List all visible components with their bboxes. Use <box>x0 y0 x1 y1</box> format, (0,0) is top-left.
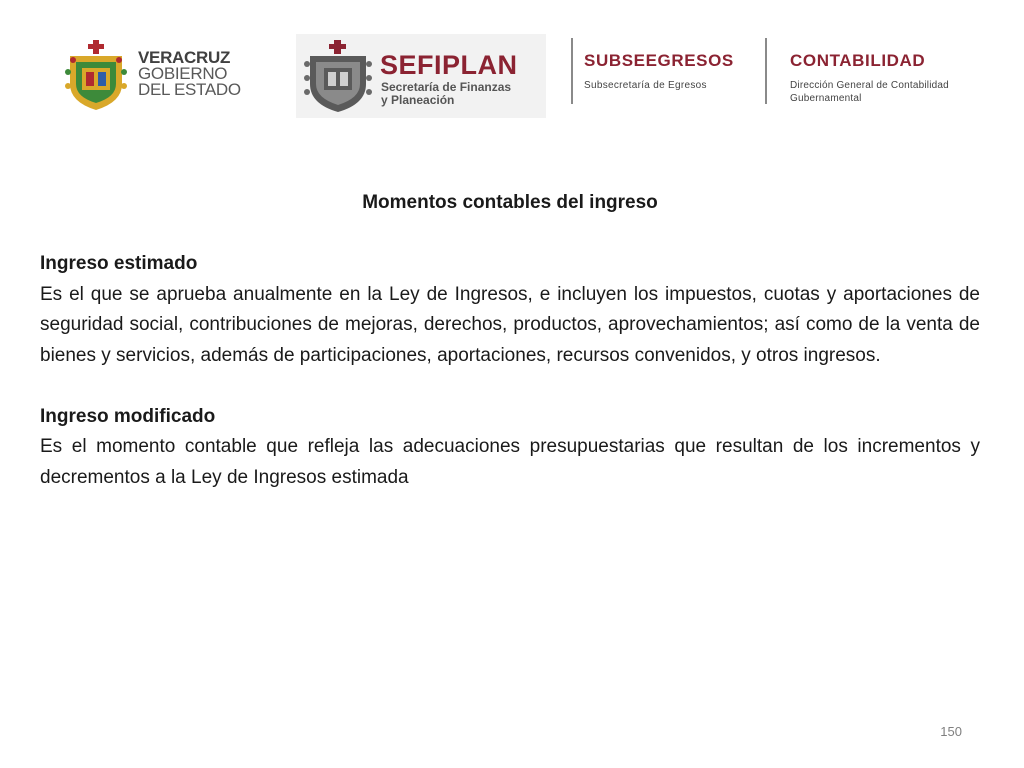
veracruz-logo-text <box>138 50 248 98</box>
contabilidad-subtitle-line1: Dirección General de Contabilidad <box>790 80 949 91</box>
subsegresos-subtitle: Subsecretaría de Egresos <box>584 80 707 91</box>
section-heading: Ingreso modificado <box>40 405 216 427</box>
section-heading: Ingreso estimado <box>40 253 198 274</box>
sefiplan-subtitle <box>381 81 551 107</box>
veracruz-coat-of-arms-icon <box>64 40 128 112</box>
sefiplan-subtitle-line2: y Planeación <box>381 93 455 107</box>
page-number: 150 <box>940 724 962 739</box>
subsegresos-title: SUBSEEGRESOS <box>584 51 734 70</box>
slide-content <box>40 188 980 493</box>
contabilidad-subtitle-line2: Gubernamental <box>790 93 862 104</box>
contabilidad-subtitle <box>790 79 980 105</box>
page-title: Momentos contables del ingreso <box>362 192 658 213</box>
veracruz-line3: DEL ESTADO <box>138 80 241 99</box>
sefiplan-shield-icon <box>304 40 372 114</box>
sefiplan-title: SEFIPLAN <box>380 50 518 80</box>
header-divider <box>571 38 573 104</box>
contabilidad-title: CONTABILIDAD <box>790 51 926 70</box>
section-paragraph: Es el momento contable que refleja las adecuaciones presupuestarias que resultan de los incrementos y decrementos a la Ley de Ingresos estimada <box>40 436 980 488</box>
sefiplan-subtitle-line1: Secretaría de Finanzas <box>381 80 512 94</box>
header-logos <box>0 0 1024 130</box>
veracruz-title: VERACRUZ <box>138 48 231 67</box>
veracruz-line2: GOBIERNO <box>138 64 228 83</box>
section-paragraph: Es el que se aprueba anualmente en la Ley de Ingresos, e incluyen los impuestos, cuotas y aportaciones de seguridad social, contribuciones de mejoras, derechos, productos, aprovechamientos; así como de la venta de bienes y servicios, además de participaciones, aportaciones, recursos convenidos, y otros ingresos. <box>40 283 980 366</box>
header-divider <box>765 38 767 104</box>
